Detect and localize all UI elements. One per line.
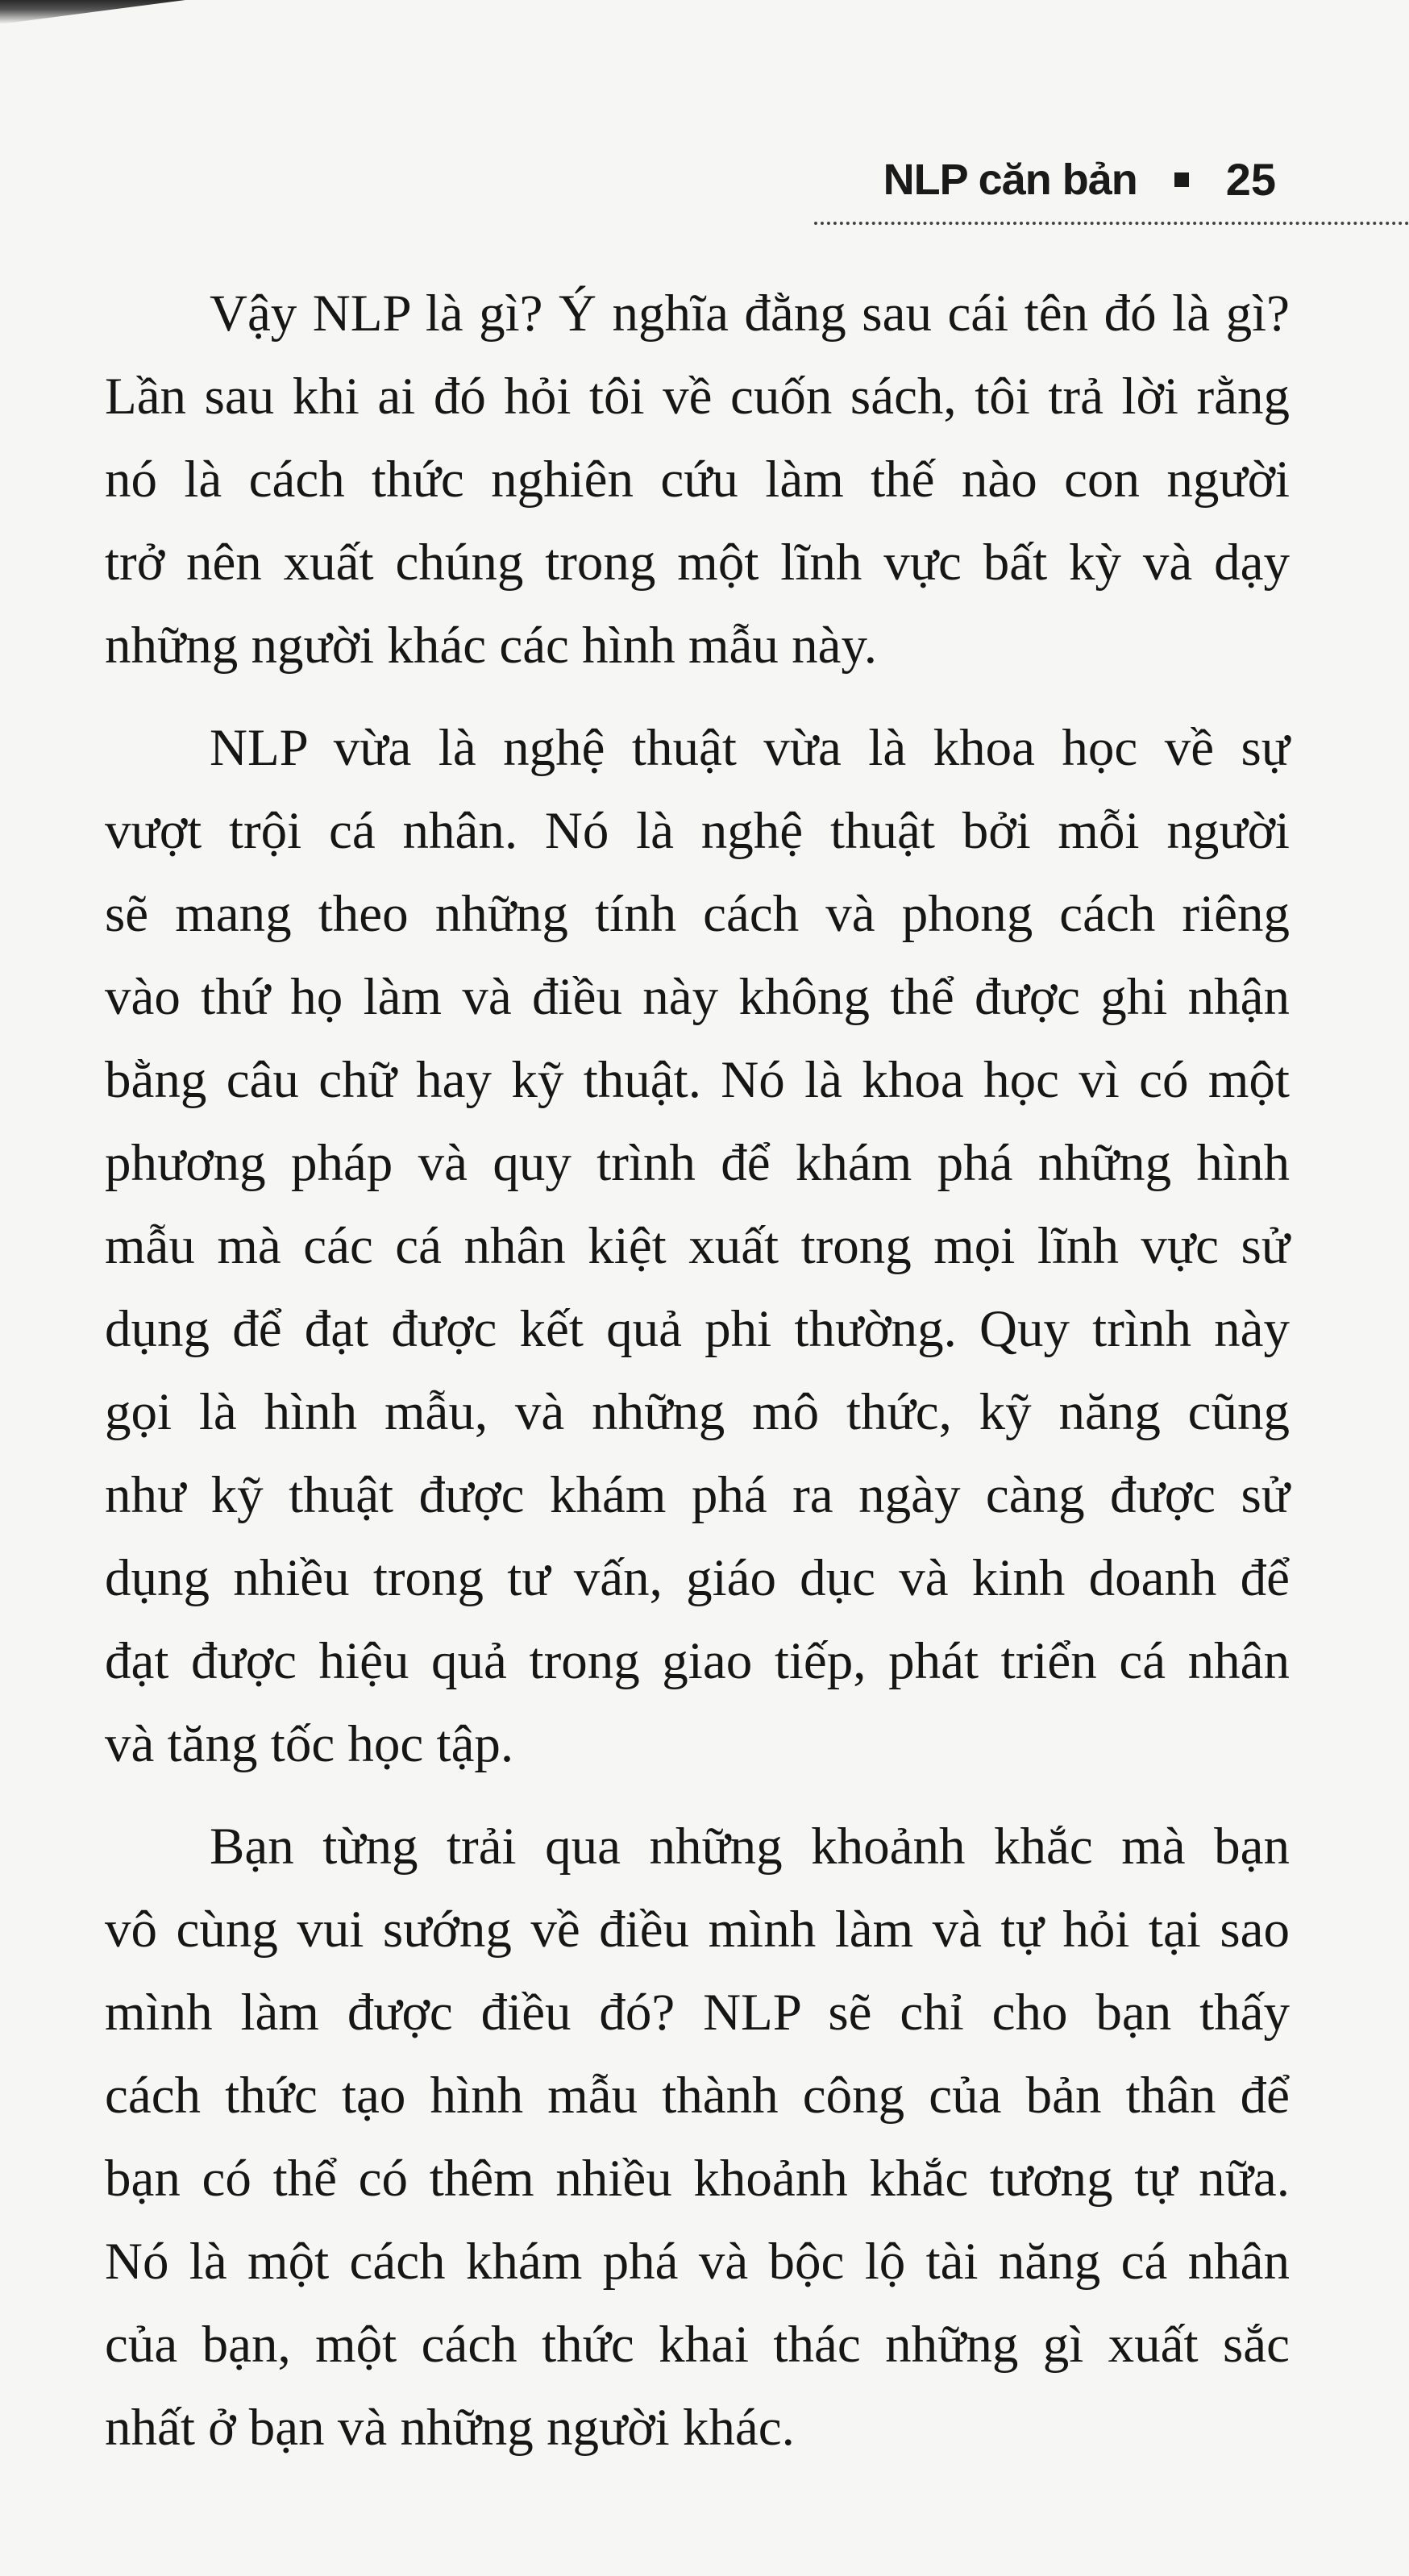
separator-square-icon [1174, 172, 1189, 187]
page-corner-shadow [0, 0, 185, 24]
text-line: mẫu mà các cá nhân kiệt xuất trong mọi lĩnh vực sử [105, 1217, 1290, 1275]
text-line: phương pháp và quy trình để khám phá những hình [105, 1134, 1290, 1192]
paragraph-3 [105, 1805, 1290, 2470]
text-line: sẽ mang theo những tính cách và phong cách riêng [105, 885, 1290, 943]
text-line: Lần sau khi ai đó hỏi tôi về cuốn sách, tôi trả lời rằng [105, 368, 1290, 426]
paragraph-1 [105, 272, 1290, 688]
text-line: NLP vừa là nghệ thuật vừa là khoa học về sự [210, 719, 1290, 777]
text-line: nhất ở bạn và những người khác. [105, 2399, 795, 2457]
text-line: mình làm được điều đó? NLP sẽ chỉ cho bạn thấy [105, 1984, 1290, 2042]
text-line: và tăng tốc học tập. [105, 1715, 514, 1773]
body-text [105, 272, 1290, 2489]
text-line: vô cùng vui sướng về điều mình làm và tự hỏi tại sao [105, 1901, 1290, 1959]
text-line: trở nên xuất chúng trong một lĩnh vực bất kỳ và dạy [105, 534, 1290, 592]
running-header [883, 153, 1276, 206]
text-line: Vậy NLP là gì? Ý nghĩa đằng sau cái tên đó là gì? [210, 285, 1290, 343]
text-line: như kỹ thuật được khám phá ra ngày càng được sử [105, 1466, 1290, 1524]
text-line: cách thức tạo hình mẫu thành công của bản thân để [105, 2067, 1290, 2125]
page-number: 25 [1225, 154, 1276, 205]
chapter-title: NLP căn bản [883, 155, 1137, 204]
text-line: vào thứ họ làm và điều này không thể được ghi nhận [105, 968, 1290, 1026]
text-line: đạt được hiệu quả trong giao tiếp, phát triển cá nhân [105, 1632, 1290, 1690]
text-line: Bạn từng trải qua những khoảnh khắc mà bạn [210, 1818, 1290, 1876]
text-line: những người khác các hình mẫu này. [105, 617, 877, 675]
text-line: nó là cách thức nghiên cứu làm thế nào con người [105, 451, 1290, 509]
text-line: Nó là một cách khám phá và bộc lộ tài năng cá nhân [105, 2233, 1290, 2291]
text-line: dụng nhiều trong tư vấn, giáo dục và kinh doanh để [105, 1549, 1290, 1607]
text-line: của bạn, một cách thức khai thác những gì xuất sắc [105, 2316, 1290, 2374]
text-line: vượt trội cá nhân. Nó là nghệ thuật bởi mỗi người [105, 802, 1290, 860]
header-dotted-rule [814, 222, 1409, 225]
text-line: bạn có thể có thêm nhiều khoảnh khắc tương tự nữa. [105, 2150, 1290, 2208]
text-line: gọi là hình mẫu, và những mô thức, kỹ năng cũng [105, 1383, 1290, 1441]
text-line: bằng câu chữ hay kỹ thuật. Nó là khoa học vì có một [105, 1051, 1290, 1109]
text-line: dụng để đạt được kết quả phi thường. Quy trình này [105, 1300, 1290, 1358]
paragraph-2 [105, 707, 1290, 1786]
